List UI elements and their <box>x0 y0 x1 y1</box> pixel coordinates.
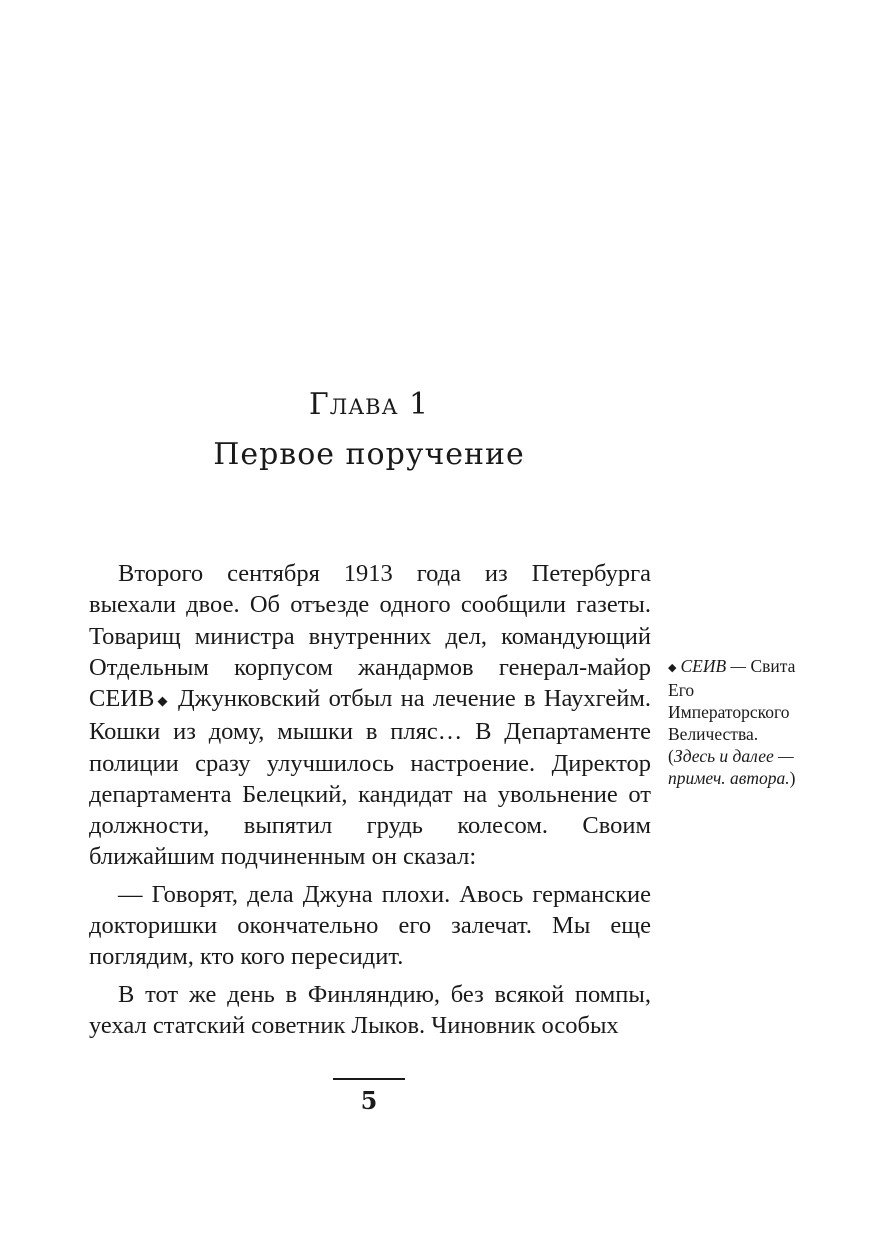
paragraph-1-part-1: Второго сентября 1913 года из Петербурга выехали двое. Об отъезде одного сообщили газеты. Товарищ министра внутренних дел, командующий Отдельным корпусом жандармов генерал-майор СЕИВ <box>89 560 651 713</box>
diamond-icon: ◆ <box>668 661 677 674</box>
page-number: 5 <box>360 1086 378 1115</box>
sidenote-comment: Здесь и далее — примеч. автора. <box>668 745 794 788</box>
sidenote <box>668 655 798 789</box>
sidenote-definition: Свита Его Императорского Величества. <box>668 656 796 744</box>
chapter-number: Глава 1 <box>308 387 430 422</box>
footnote-marker-icon: ◆ <box>155 692 170 708</box>
sidenote-term: СЕИВ — <box>680 656 747 676</box>
body-text <box>89 558 651 1047</box>
paragraph-3: В тот же день в Финляндию, без всякой помпы, уехал статский советник Лыков. Чиновник особых <box>89 980 651 1039</box>
paragraph-1-part-2: Джунковский отбыл на лечение в Наухгейм. Кошки из дому, мышки в пляс… В Департаменте полиции сразу улучшилось настроение. Директор департамента Белецкий, кандидат на увольнение от должности, выпятил грудь колесом. Своим ближайшим подчиненным он сказал: <box>89 685 652 871</box>
paragraph-1 <box>89 558 651 873</box>
sidenote-close-paren: ) <box>789 767 796 788</box>
chapter-title: Первое поручение <box>213 437 525 472</box>
sidenote-open-paren: ( <box>668 745 674 766</box>
folio-rule <box>333 1078 405 1080</box>
paragraph-2: — Говорят, дела Джуна плохи. Авось германские докторишки окончательно его залечат. Мы еще поглядим, кто кого пересидит. <box>89 880 651 971</box>
chapter-heading <box>0 382 738 478</box>
